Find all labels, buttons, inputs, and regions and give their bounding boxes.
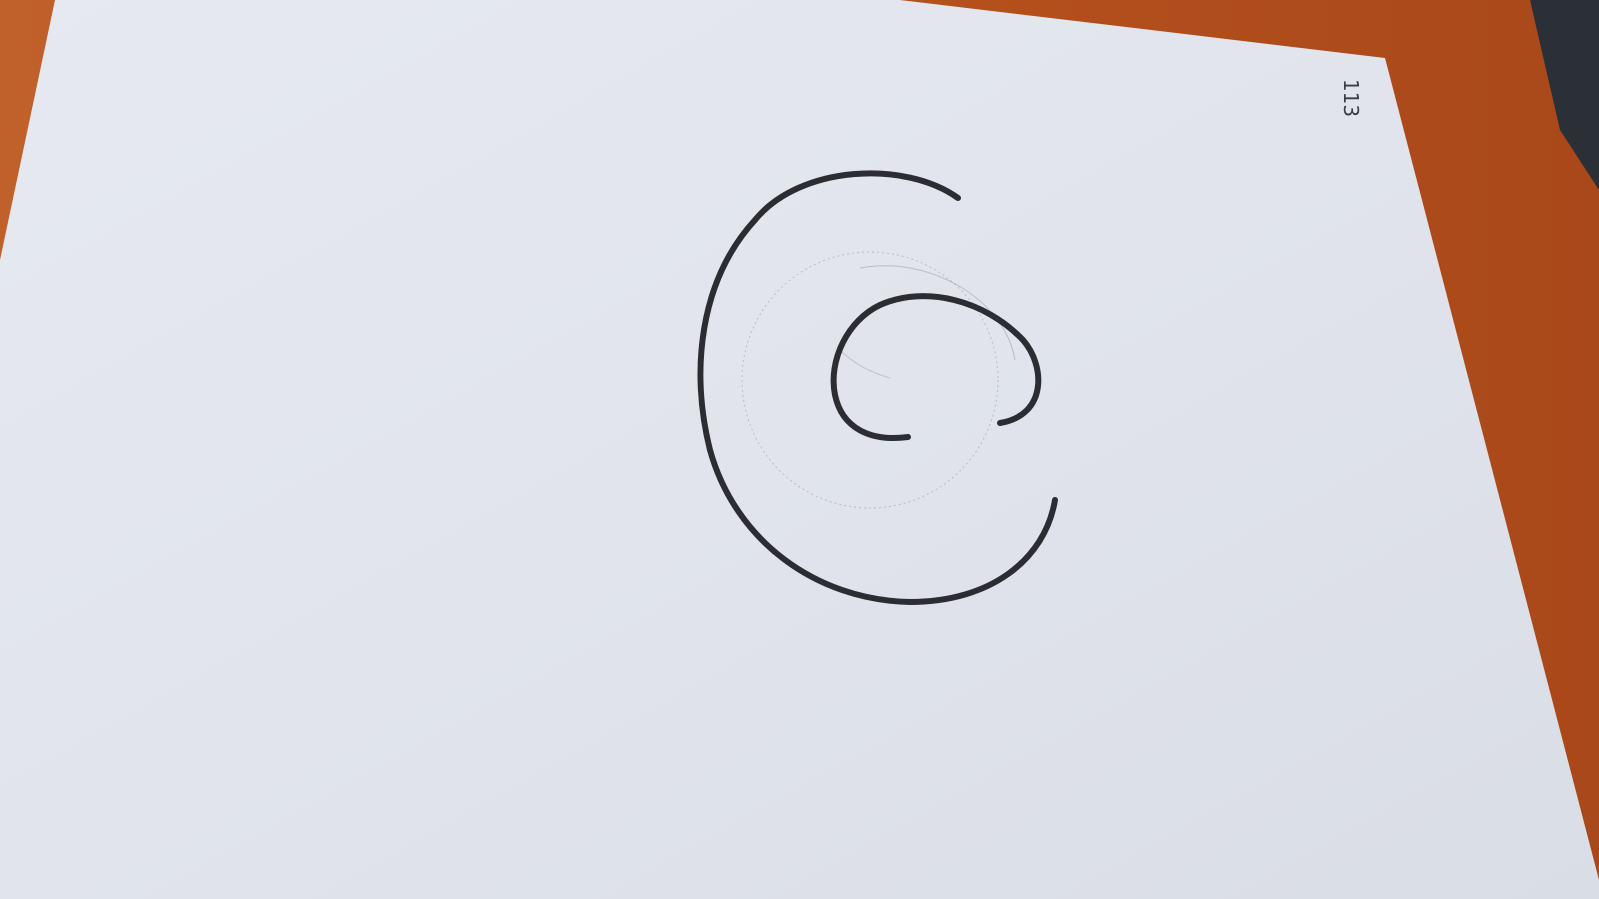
page-number: 113 bbox=[1339, 78, 1364, 118]
